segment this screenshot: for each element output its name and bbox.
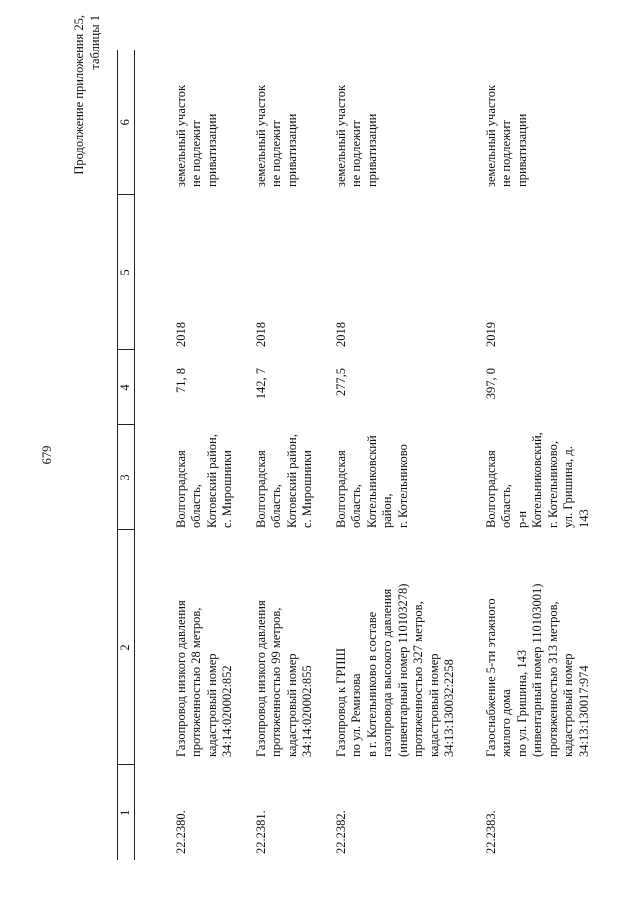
object-value: 142, 7 <box>253 368 268 400</box>
object-description: Газоснабжение 5-ти этажного жилого дома по ул. Гришина, 143 (инвентарный номер 110103001) протяженностью 313 метров, кадастровый номер 34:13:130017:974 <box>483 583 591 757</box>
page-number: 679 <box>40 445 54 465</box>
object-note: земельный участок не подлежит приватизации <box>173 84 219 187</box>
table-row <box>484 50 593 860</box>
header-row <box>118 50 135 860</box>
object-value: 277,5 <box>333 368 348 397</box>
header-col-6: 6 <box>118 50 135 195</box>
object-value: 71, 8 <box>173 368 188 393</box>
object-address: Волгоградская область, Котовский район, с. Мирошники <box>173 434 234 528</box>
object-address: Волгоградская область, Котовский район, с. Мирошники <box>253 434 314 528</box>
header-col-2: 2 <box>118 530 135 765</box>
row-number: 22.2381. <box>253 810 268 854</box>
table-row <box>134 50 254 860</box>
appendix-caption: Продолжение приложения 25, таблицы 1 <box>72 15 102 175</box>
row-number: 22.2383. <box>483 810 498 854</box>
header-col-5: 5 <box>118 195 135 350</box>
object-year: 2018 <box>173 322 188 347</box>
row-number: 22.2382. <box>333 810 348 854</box>
object-value: 397, 0 <box>483 368 498 400</box>
property-table <box>117 50 592 860</box>
object-description: Газопровод низкого давления протяженностью 99 метров, кадастровый номер 34:14:020002:855 <box>253 600 314 757</box>
header-col-4: 4 <box>118 350 135 425</box>
object-year: 2018 <box>333 322 348 347</box>
object-year: 2018 <box>253 322 268 347</box>
table-row <box>254 50 334 860</box>
object-note: земельный участок не подлежит приватизации <box>333 84 379 187</box>
object-note: земельный участок не подлежит приватизации <box>253 84 299 187</box>
object-description: Газопровод низкого давления протяженностью 28 метров, кадастровый номер 34:14:020002:852 <box>173 600 234 757</box>
object-description: Газопровод к ГРПШ по ул. Ремизова в г. Котельниково в составе газопровода высокого давления (инвентарный номер 110103278) протяженностью 327 метров, кадастровый номер 34:13:130032:2258 <box>333 583 456 757</box>
object-address: Волгоградская область, р-н Котельниковский, г. Котельниково, ул. Гришина, д. 143 <box>483 432 591 528</box>
row-number: 22.2380. <box>173 810 188 854</box>
object-address: Волгоградская область, Котельниковский район, г. Котельниково <box>333 435 410 528</box>
header-col-1: 1 <box>118 765 135 860</box>
table-row <box>334 50 484 860</box>
header-col-3: 3 <box>118 425 135 530</box>
object-year: 2019 <box>483 322 498 347</box>
object-note: земельный участок не подлежит приватизации <box>483 84 529 187</box>
